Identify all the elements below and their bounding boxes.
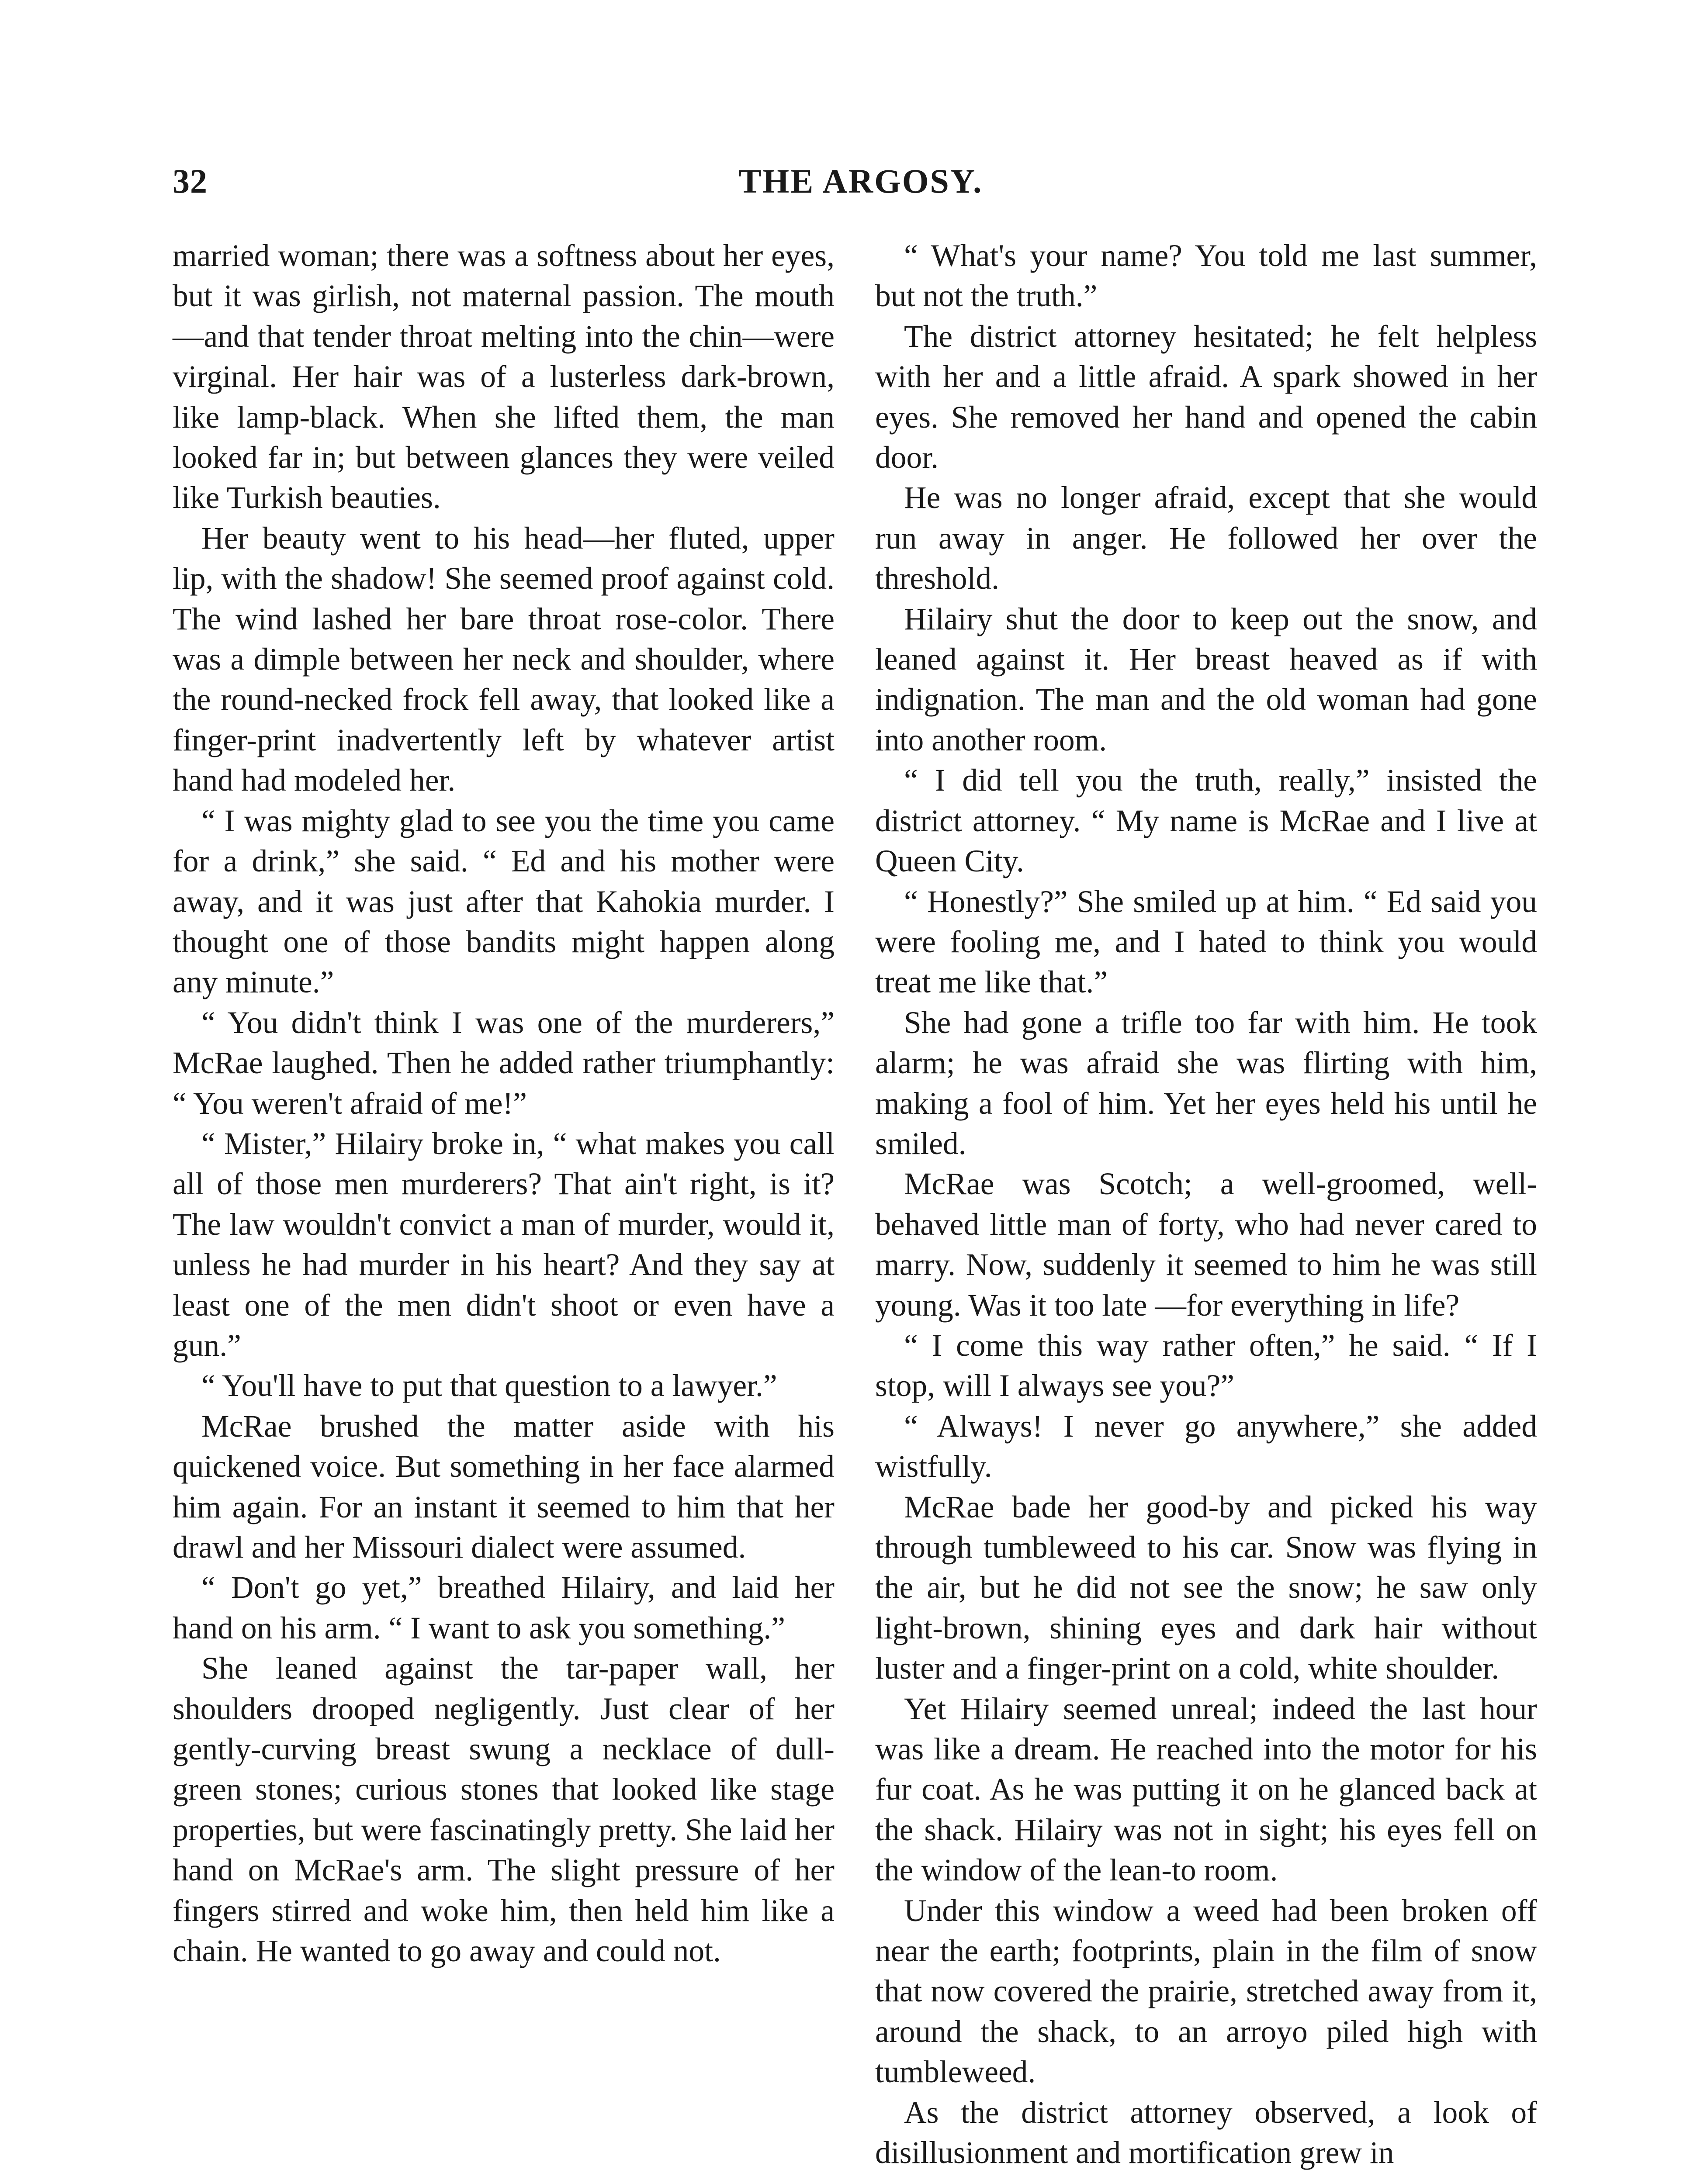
- paragraph: She had gone a trifle too far with him. He took alarm; he was afraid she was flirting with him, making a fool of him. Yet her eyes held his until he smiled.: [875, 1005, 1537, 1161]
- paragraph: Yet Hilairy seemed unreal; indeed the last hour was like a dream. He reached into the motor for his fur coat. As he was putting it on he glanced back at the shack. Hilairy was not in sight; his eyes fell on the window of the lean-to room.: [875, 1691, 1537, 1888]
- paragraph: Hilairy shut the door to keep out the snow, and leaned against it. Her breast heaved as if with indignation. The man and the old woman had gone into another room.: [875, 601, 1537, 757]
- page-number: 32: [173, 162, 208, 200]
- paragraph: As the district attorney observed, a look of disillusionment and mortification grew in: [875, 2095, 1537, 2170]
- paragraph: McRae brushed the matter aside with his quickened voice. But something in her face alarmed him again. For an instant it seemed to him that her drawl and her Missouri dialect were assumed.: [173, 1409, 835, 1565]
- paragraph: married woman; there was a softness about her eyes, but it was girlish, not maternal passion. The mouth—and that tender throat melting into the chin—were virginal. Her hair was of a lusterless dark-brown, like lamp-black. When she lifted them, the man looked far in; but between glances they were veiled like Turkish beauties.: [173, 238, 835, 515]
- right-column: [875, 236, 1537, 2174]
- paragraph: “ Mister,” Hilairy broke in, “ what makes you call all of those men murderers? That ain't right, is it? The law wouldn't convict a man of murder, would it, unless he had murder in his heart? And they say at least one of the men didn't shoot or even have a gun.”: [173, 1126, 835, 1363]
- paragraph: The district attorney hesitated; he felt helpless with her and a little afraid. A spark showed in her eyes. She removed her hand and opened the cabin door.: [875, 319, 1537, 475]
- paragraph: “ You'll have to put that question to a lawyer.”: [201, 1368, 777, 1403]
- paragraph: “ What's your name? You told me last summer, but not the truth.”: [875, 238, 1537, 314]
- paragraph: “ Always! I never go anywhere,” she added wistfully.: [875, 1409, 1537, 1484]
- paragraph: He was no longer afraid, except that she would run away in anger. He followed her over the threshold.: [875, 480, 1537, 596]
- paragraph: Under this window a weed had been broken off near the earth; footprints, plain in the film of snow that now covered the prairie, stretched away from it, around the shack, to an arroyo piled high with tumbleweed.: [875, 1893, 1537, 2090]
- paragraph: “ I did tell you the truth, really,” insisted the district attorney. “ My name is McRae and I live at Queen City.: [875, 763, 1537, 879]
- paragraph: She leaned against the tar-paper wall, her shoulders drooped negligently. Just clear of her gently-curving breast swung a necklace of dull-green stones; curious stones that looked like stage properties, but were fascinatingly pretty. She laid her hand on McRae's arm. The slight pressure of her fingers stirred and woke him, then held him like a chain. He wanted to go away and could not.: [173, 1651, 835, 1969]
- paragraph: McRae was Scotch; a well-groomed, well-behaved little man of forty, who had never cared to marry. Now, suddenly it seemed to him he was still young. Was it too late —for everything in life?: [875, 1167, 1537, 1323]
- paragraph: “ Honestly?” She smiled up at him. “ Ed said you were fooling me, and I hated to think you would treat me like that.”: [875, 884, 1537, 1000]
- paragraph: McRae bade her good-by and picked his way through tumbleweed to his car. Snow was flying in the air, but he did not see the snow; he saw only light-brown, shining eyes and dark hair without luster and a finger-print on a cold, white shoulder.: [875, 1489, 1537, 1686]
- left-column: [173, 236, 835, 1971]
- paragraph: “ I was mighty glad to see you the time you came for a drink,” she said. “ Ed and his mother were away, and it was just after that Kahokia murder. I thought one of those bandits might happen along any minute.”: [173, 803, 835, 1000]
- running-title: THE ARGOSY.: [738, 162, 983, 200]
- paragraph: “ I come this way rather often,” he said. “ If I stop, will I always see you?”: [875, 1328, 1537, 1403]
- paragraph: “ Don't go yet,” breathed Hilairy, and laid her hand on his arm. “ I want to ask you something.”: [173, 1570, 835, 1645]
- page-header: [173, 162, 1549, 210]
- paragraph: “ You didn't think I was one of the murderers,” McRae laughed. Then he added rather triumphantly: “ You weren't afraid of me!”: [173, 1005, 835, 1121]
- paragraph: Her beauty went to his head—her fluted, upper lip, with the shadow! She seemed proof against cold. The wind lashed her bare throat rose-color. There was a dimple between her neck and shoulder, where the round-necked frock fell away, that looked like a finger-print inadvertently left by whatever artist hand had modeled her.: [173, 521, 835, 798]
